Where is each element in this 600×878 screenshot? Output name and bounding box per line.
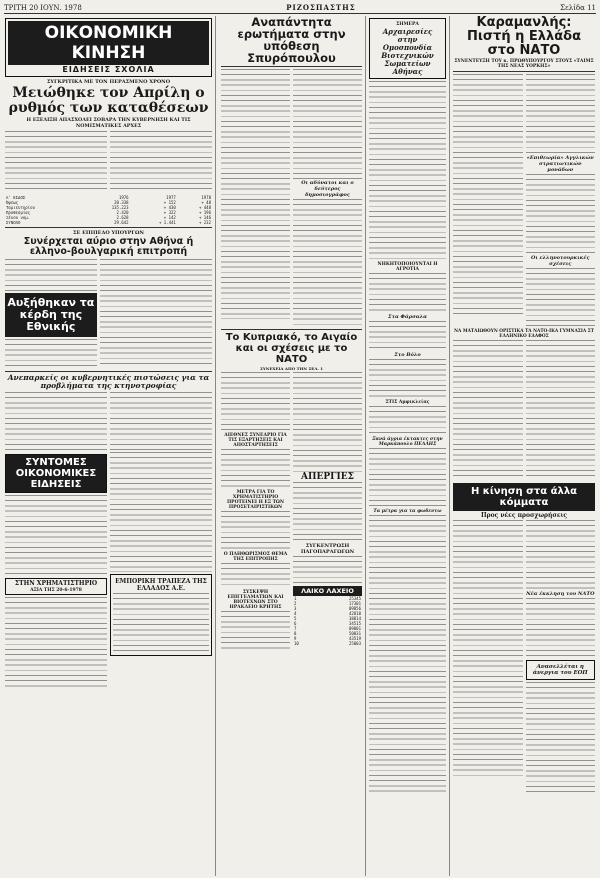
article-body [5,339,97,369]
table-cell: + 146 [198,215,211,220]
table-cell: Α' ΕΙΔΟΣ [6,195,26,200]
article-body [100,259,212,367]
section-title: ΟΙΚΟΝΟΜΙΚΗ ΚΙΝΗΣΗ [8,21,209,65]
table-cell: 29.642 [114,220,129,225]
side-amfikleia: ΣΤΙΣ Αμφικλείας [385,400,430,405]
bank-name: ΕΜΠΟΡΙΚΗ ΤΡΑΠΕΖΑ ΤΗΣ ΕΛΛΑΔΟΣ Α.Ε. [115,578,207,592]
column-nato [450,16,598,876]
side-farsala: Στα Φάρσαλα [388,314,427,320]
side-measures: Τα μέτρα για τα φωδεντω [373,509,442,514]
table-cell: + 448 [198,205,211,210]
article-body [5,392,107,450]
table-cell: 17301 [348,601,361,606]
table-cell: 1976 [118,195,129,200]
side-greek-turkish: Οι ελληνοτουρκικές σχέσεις [531,255,590,267]
side-nato-appeal: Νέα έκκληση του ΝΑΤΟ [526,591,595,597]
article-body [369,359,446,399]
side-eop: Ανασελλέται η άνεργια του ΕΟΠ [532,664,588,676]
deck-deposits: Η ΕΞΕΛΙΞΗ ΑΠΑΣΧΟΛΕΙ ΣΟΒΑΡΑ ΤΗΝ ΚΥΒΕΡΝΗΣΗ ΚΑΙ ΤΙΣ ΝΟΜΙΣΜΑΤΙΚΕΣ ΑΡΧΕΣ [26,117,191,129]
column-economy [2,16,216,876]
article-body [110,452,212,572]
table-cell: 3 [294,606,297,611]
table-cell: + 1.441 [158,220,176,225]
masthead-title: ΡΙΖΟΣΠΑΣΤΗΣ [286,3,356,12]
table-cell: 34515 [348,621,361,626]
stock-box [5,578,107,595]
article-body [369,406,446,436]
article-body [369,321,446,351]
table-cell: 38814 [348,616,361,621]
headline-livestock: Ανεπαρκείς οι κυβερνητικές πιστώσεις για τα προβλήματα της κτηνοτροφίας [7,373,210,390]
article-body [526,682,596,792]
stock-title: ΣΤΗΝ ΧΡΗΜΑΤΙΣΤΗΡΙΟ [14,580,98,587]
table-cell: 20.338 [114,200,129,205]
table-cell: + 142 [163,215,176,220]
table-cell: + 232 [198,220,211,225]
table-cell: 2 [294,601,297,606]
table-cell: 135.223 [111,205,129,210]
masthead-page: Σελίδα 11 [560,3,596,12]
side-volos: Στο Βόλο [394,352,421,358]
table-cell: 5 [294,616,297,621]
table-cell: Όψεως [6,200,19,205]
deck-karamanlis: ΣΥΝΕΝΤΕΥΞΗ ΤΟΥ κ. ΠΡΩΘΥΠΟΥΡΓΟΥ ΣΤΟΥΣ «ΤΑΙΜΣ ΤΗΣ ΝΕΑΣ ΥΟΡΚΗΣ» [454,59,594,69]
article-body [453,520,523,780]
side-inflation: Ο ΠΛΗΘΩΡΙΣΜΟΣ ΘΕΜΑ ΤΗΣ ΕΠΙΤΡΟΠΗΣ [223,552,288,562]
table-cell: 1 [294,596,297,601]
article-body [369,81,446,261]
headline-karamanlis: Καραμανλής: Πιστή η Ελλάδα στο ΝΑΤΟ [466,16,582,58]
headline-strikes: ΑΠΕΡΓΙΕΣ [301,472,354,482]
article-body [221,611,290,651]
table-cell: 09801 [348,626,361,631]
table-cell: 1977 [166,195,176,200]
elections-box [369,18,446,79]
table-cell: Ξένου νομ. [6,215,31,220]
article-body [453,74,523,314]
headline-spyropoulos: Αναπάντητα ερωτήματα στην υπόθεση Σπυρόπουλου [237,16,346,65]
side-stock-measures: ΜΕΤΡΑ ΓΙΑ ΤΟ ΧΡΗΜΑΤΙΣΤΗΡΙΟ ΠΡΟΤΕΙΝΕΙ Η ΕΞ ΤΩΝ ΠΡΟΣΕΤΑΙΡΙΣΤΙΚΩΝ [226,490,285,510]
article-body [221,511,290,551]
stock-listing [5,597,107,687]
side-farmers: ΝΗΚΗΤΟΠΟΙΟΥΝΤΑΙ Η ΑΓΡΟΤΙΑ [377,262,438,272]
table-cell: ΣΥΝΟΛΟ [6,220,21,225]
table-cell: + 152 [163,200,176,205]
article-body [293,482,362,542]
notice-ministers: ΣΕ ΕΠΙΠΕΔΟ ΥΠΟΥΡΓΩΝ [72,230,144,236]
article-body [526,268,596,328]
article-body [526,174,596,254]
table-cell: 2.628 [116,215,129,220]
table-cell: 43519 [348,636,361,641]
article-body [293,372,362,472]
eop-box [526,660,596,680]
article-body [221,563,290,589]
continued-note: ΣΥΝΕΧΕΙΑ ΑΠΟ ΤΗΝ ΣΕΛ. 1 [259,366,324,371]
article-body [293,556,362,586]
kicker: ΣΥΓΚΡΙΤΙΚΑ ΜΕ ΤΟΝ ΠΕΡΑΣΜΕΝΟ ΧΡΟΝΟ [46,79,171,85]
table-cell: 4 [294,611,297,616]
article-body [5,131,107,193]
article-body [5,495,107,575]
article-body [221,69,290,319]
headline-nato-exercises: ΝΑ ΜΑΤΑΙΩΘΟΥΝ ΟΡΙΣΤΙΚΑ ΤΑ ΝΑΤΟ-ΙΚΑ ΓΥΜΝΑΣΙΑ ΣΤ ΕΛΛΗΝΙΚΟ ΕΔΑΦΟΣ [454,329,594,339]
article-body [369,515,446,795]
kicker-today: ΣΗΜΕΡΑ [396,22,419,27]
headline-cyprus-nato: Το Κυπριακό, το Αιγαίο και οι σχέσεις με το ΝΑΤΟ [225,332,358,365]
subhead-journalists: Οι αδύνατοι και ο δεύτερος δημοσιογράφος [301,180,354,198]
headline-lottery: ΛΑΙΚΟ ΛΑΧΕΙΟ [293,586,362,596]
masthead-date: ΤΡΙΤΗ 20 ΙΟΥΝ. 1978 [4,3,82,12]
side-british-units: «Επιθεωρία» Αγγλικών στρατιωτικών μονάδων [526,155,594,173]
table-cell: 10 [294,641,299,646]
article-body [5,259,97,291]
table-cell: + 430 [163,205,176,210]
article-body [221,449,290,489]
article-body [526,74,596,154]
side-heraklion: ΣΥΣΚΕΨΗ ΕΠΙΓΓΕΛΜΑΤΙΩΝ ΚΑΙ ΒΙΟΤΕΧΝΩΝ ΣΤΟ ΗΡΑΚΛΕΙΟ ΚΡΗΤΗΣ [227,590,284,610]
table-cell: 2.420 [116,210,129,215]
headline-ice-producers: ΣΥΓΚΕΝΤΡΩΣΗ ΠΑΓΟΠΑΡΑΓΩΓΩΝ [300,543,355,555]
table-cell: Προθεσμίας [6,210,31,215]
table-cell: 7 [294,626,297,631]
banner-subtitle: Προς νέες προσχωρήσεις [480,512,568,519]
headline-deposits: Μειώθηκε τον Απρίλη ο ρυθμός των καταθέσεων [8,85,209,116]
table-cell: + 48 [201,200,211,205]
box-ethniki-profits: Αυξήθηκαν τα κέρδη της Εθνικής [5,293,97,337]
table-cell: 9 [294,636,297,641]
table-cell: 1978 [201,195,211,200]
article-body [221,372,290,432]
section-subtitle: ΕΙΔΗΣΕΙΣ ΣΧΟΛΙΑ [62,65,155,74]
headline-elections: Αρχαιρεσίες στην Ομοσπονδία Βιοτεχνικών Σωματείων Αθήνας [381,27,434,76]
deposits-table [5,195,212,225]
article-body [369,448,446,508]
economy-section-header [5,18,212,77]
table-cell: + 322 [163,210,176,215]
table-row [5,220,212,225]
stock-date: ΑΞΙΑ ΤΗΣ 20-6-1978 [30,588,82,593]
article-body [110,392,212,450]
side-pella: Ξανά άγρια έκτακτες στην Μαρκάπουλο ΠΕΛΛΗΣ [372,437,443,447]
short-news-title: ΣΥΝΤΟΜΕΣ ΟΙΚΟΝΟΜΙΚΕΣ ΕΙΔΗΣΕΙΣ [6,455,106,492]
table-cell: 25003 [348,641,361,646]
table-cell: 42810 [348,611,361,616]
table-cell: Ταμιευτηρίου [6,205,35,210]
side-conference: ΔΙΕΘΝΕΣ ΣΥΝΕΔΡΙΟ ΓΙΑ ΤΙΣ ΕΞΑΡΤΗΣΕΙΣ ΚΑΙ ΑΠΟΣΤΑΡΤΗΣΕΙΣ [224,433,287,448]
table-cell: + 196 [198,210,211,215]
article-body [110,131,212,193]
article-body [526,520,596,590]
article-body [369,273,446,313]
column-politics [218,16,366,876]
table-cell: 09856 [348,606,361,611]
table-row [293,641,362,646]
table-cell: 50031 [348,631,361,636]
article-body [293,69,362,179]
bank-advert [110,574,212,656]
headline-greek-bulgarian: Συνέρχεται αύριο στην Αθήνα ή ελληνο-βουλγαρική επιτροπή [23,236,194,257]
lottery-table [293,596,362,646]
article-body [293,199,362,327]
masthead [4,2,596,14]
column-labour [366,16,450,876]
table-cell: 25345 [348,596,361,601]
table-cell: 8 [294,631,297,636]
table-cell: 6 [294,621,297,626]
article-body [526,340,596,480]
article-body [526,598,596,658]
bank-advert-text [113,593,209,653]
banner-other-parties: Η κίνηση στα άλλα κόμματα [453,483,595,511]
article-body [453,340,523,480]
short-news-box [5,454,107,493]
